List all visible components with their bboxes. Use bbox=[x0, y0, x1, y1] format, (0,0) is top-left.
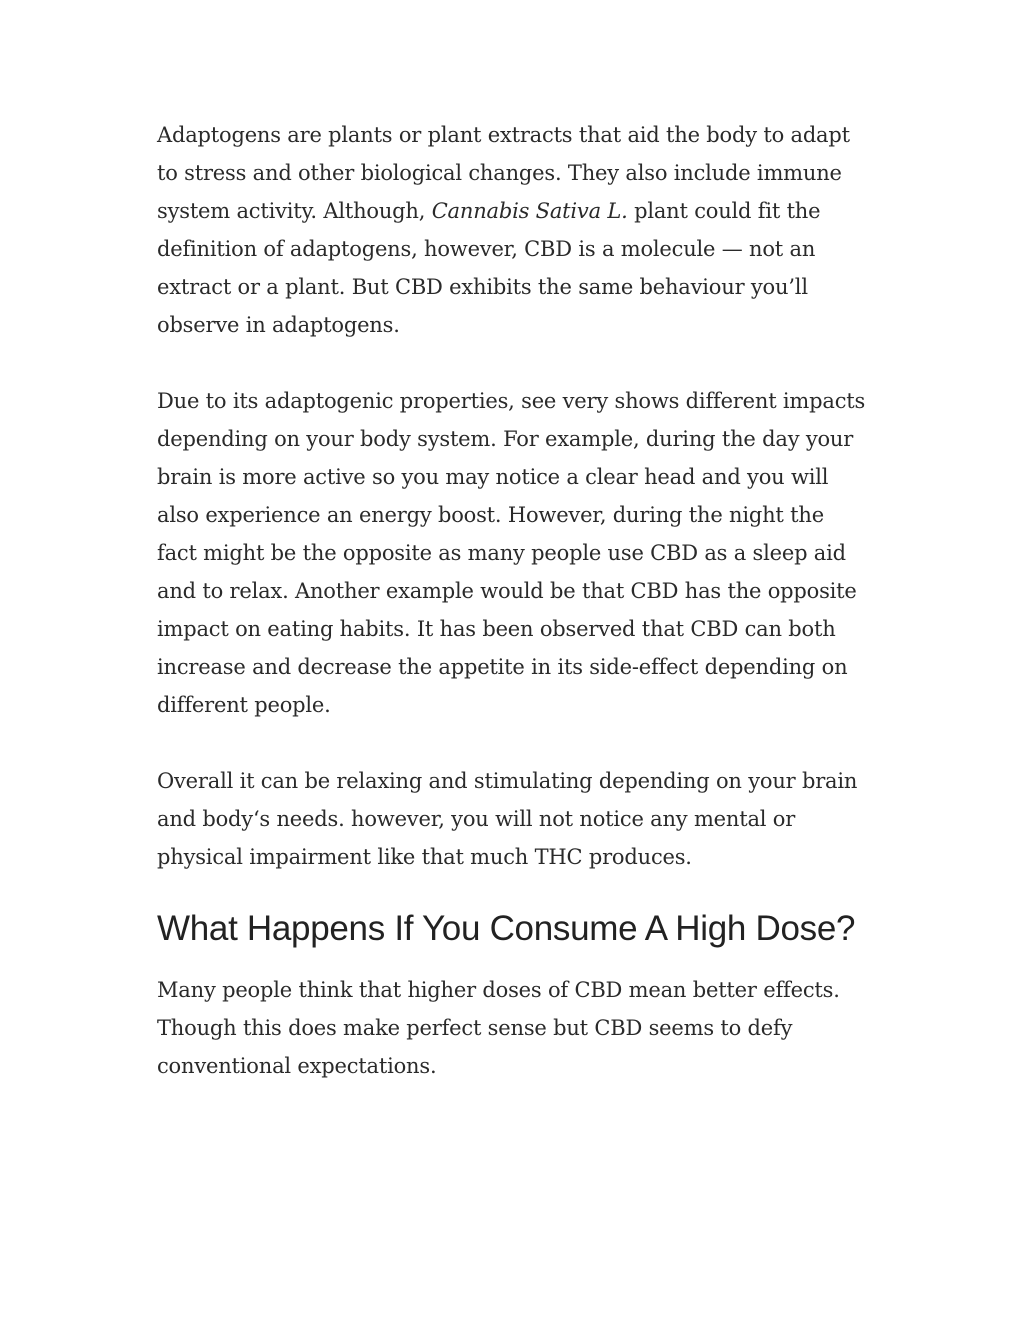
paragraph-adaptogens-text-start: Adaptogens are plants or plant extracts that aid the body to adapt to stress and other biological changes. They also include immune system activity. Although, bbox=[157, 123, 850, 223]
paragraph-adaptogens-text-end: plant could fit the definition of adaptogens, however, CBD is a molecule — not an extract or a plant. But CBD exhibits the same behaviour you’ll observe in adaptogens. bbox=[157, 199, 821, 337]
article-body bbox=[157, 116, 869, 1085]
cannabis-sativa-emphasis: Cannabis Sativa L. bbox=[431, 199, 628, 223]
paragraph-adaptogenic-properties: Due to its adaptogenic properties, see very shows different impacts depending on your body system. For example, during the day your brain is more active so you may notice a clear head and you will also experience an energy boost. However, during the night the fact might be the opposite as many people use CBD as a sleep aid and to relax. Another example would be that CBD has the opposite impact on eating habits. It has been observed that CBD can both increase and decrease the appetite in its side-effect depending on different people. bbox=[157, 389, 866, 717]
paragraph-higher-doses: Many people think that higher doses of CBD mean better effects. Though this does make perfect sense but CBD seems to defy conventional expectations. bbox=[157, 978, 840, 1078]
section-heading-high-dose: What Happens If You Consume A High Dose? bbox=[157, 909, 856, 948]
paragraph-overall: Overall it can be relaxing and stimulating depending on your brain and body‘s needs. however, you will not notice any mental or physical impairment like that much THC produces. bbox=[157, 769, 858, 869]
paragraph-adaptogens bbox=[157, 116, 869, 344]
